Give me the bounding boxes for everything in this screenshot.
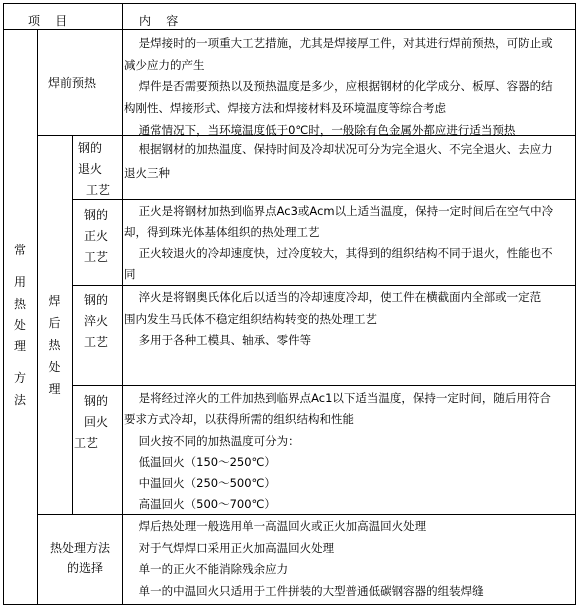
selection-content bbox=[124, 516, 574, 602]
content-line: 却，得到珠光体基体组织的热处理工艺 bbox=[124, 225, 320, 239]
quenching-label bbox=[84, 290, 108, 353]
content-line: 同 bbox=[124, 267, 136, 281]
content-line: 低温回火（150～250℃） bbox=[124, 454, 276, 469]
postheat-char: 热 bbox=[48, 338, 61, 352]
content-line: 多用于各种工模具、轴承、零件等 bbox=[124, 333, 312, 347]
content-line: 单一的中温回火只适用于工件拼装的大型普通低碳钢容器的组装焊缝 bbox=[124, 583, 484, 598]
postheat-char: 焊 bbox=[48, 294, 61, 308]
table-border-bottom bbox=[3, 604, 576, 605]
content-line: 要求方式冷却，以获得所需的组织结构和性能 bbox=[124, 412, 354, 427]
postheat-label bbox=[37, 290, 72, 400]
content-line: 构刚性、焊接形式、焊接方法和焊接材料及环境温度等综合考虑 bbox=[124, 101, 446, 116]
content-line: 回火按不同的加热温度可分为： bbox=[124, 433, 300, 448]
annealing-content bbox=[124, 137, 574, 185]
header-content: 内 容 bbox=[139, 14, 179, 28]
content-line: 减少应力的产生 bbox=[124, 57, 205, 72]
preheat-label: 焊前预热 bbox=[48, 76, 97, 90]
annealing-label bbox=[78, 138, 110, 201]
postheat-char: 理 bbox=[48, 382, 61, 396]
content-line: 通常情况下，当环境温度低于0℃时，一般除有色金属外都应进行适当预热 bbox=[124, 122, 516, 137]
sub-label-line: 钢的 bbox=[84, 208, 109, 222]
row-divider-annealing bbox=[72, 199, 576, 200]
main-category-char: 方 bbox=[13, 371, 26, 386]
main-category-char: 处 bbox=[13, 317, 26, 332]
content-line: 淬火是将钢奥氏体化后以适当的冷却速度冷却，使工件在横截面内全部或一定范 bbox=[124, 290, 542, 304]
header-items: 项 目 bbox=[28, 14, 68, 28]
sub-label-line: 工艺 bbox=[74, 436, 99, 450]
content-line: 中温回火（250～500℃） bbox=[124, 476, 276, 491]
content-line: 退火三种 bbox=[124, 166, 170, 180]
content-line: 单一的正火不能消除残余应力 bbox=[124, 562, 289, 576]
content-line: 根据钢材的加热温度、保持时间及冷却状况可分为完全退火、不完全退火、去应力 bbox=[124, 142, 553, 156]
postheat-char: 后 bbox=[48, 316, 61, 330]
row-divider-quenching bbox=[72, 385, 576, 386]
sub-label-line: 钢的 bbox=[84, 394, 109, 408]
content-line: 正火较退火的冷却速度快，过冷度较大，其得到的组织结构不同于退火，性能也不 bbox=[124, 246, 553, 260]
content-line: 焊后热处理一般选用单一高温回火或正火加高温回火处理 bbox=[124, 519, 427, 533]
content-line: 正火是将钢材加热到临界点Ac3或Acm以上适当温度，保持一定时间后在空气中冷 bbox=[124, 204, 554, 218]
divider-postheat-sub bbox=[72, 135, 73, 514]
sub-label-line: 正火 bbox=[84, 229, 109, 243]
main-category-char: 法 bbox=[13, 392, 26, 407]
content-line: 围内发生马氏体不稳定组织结构转变的热处理工艺 bbox=[124, 311, 377, 326]
tempering-content bbox=[124, 388, 574, 516]
sub-label-line: 回火 bbox=[84, 415, 109, 429]
content-line: 对于气焊焊口采用正火加高温回火处理 bbox=[124, 540, 335, 555]
sub-label-line: 淬火 bbox=[84, 314, 109, 328]
main-category-char: 理 bbox=[13, 339, 26, 354]
sub-label-line: 工艺 bbox=[84, 250, 109, 264]
main-category-char: 热 bbox=[13, 296, 26, 311]
sub-label-line: 钢的 bbox=[84, 293, 109, 307]
quenching-content bbox=[124, 287, 574, 352]
preheat-content bbox=[124, 33, 574, 142]
table-border-top bbox=[3, 3, 576, 4]
row-divider-normalizing bbox=[72, 285, 576, 286]
content-line: 是焊接时的一项重大工艺措施，尤其是焊接厚工件，对其进行焊前预热，可防止或 bbox=[124, 36, 553, 50]
selection-label-line: 的选择 bbox=[66, 561, 103, 575]
tempering-label bbox=[74, 391, 109, 454]
content-line: 高温回火（500～700℃） bbox=[124, 497, 276, 512]
sub-label-line: 工艺 bbox=[86, 183, 111, 197]
selection-label-line: 热处理方法 bbox=[49, 541, 110, 555]
main-category-char: 常 bbox=[13, 243, 26, 257]
header-divider bbox=[3, 29, 576, 30]
sub-label-line: 退火 bbox=[78, 162, 103, 176]
sub-label-line: 钢的 bbox=[78, 141, 103, 155]
normalizing-label bbox=[84, 205, 108, 268]
content-line: 焊件是否需要预热以及预热温度是多少，应根据钢材的化学成分、板厚、容器的结 bbox=[124, 79, 553, 94]
postheat-char: 处 bbox=[48, 360, 61, 374]
selection-label bbox=[39, 538, 121, 578]
sub-label-line: 工艺 bbox=[84, 335, 109, 349]
normalizing-content bbox=[124, 201, 574, 285]
main-category-char: 用 bbox=[13, 275, 26, 290]
main-category-label bbox=[3, 240, 37, 411]
content-line: 是将经过淬火的工件加热到临界点Ac1以下适当温度，保持一定时间，随后用符合 bbox=[124, 391, 551, 405]
